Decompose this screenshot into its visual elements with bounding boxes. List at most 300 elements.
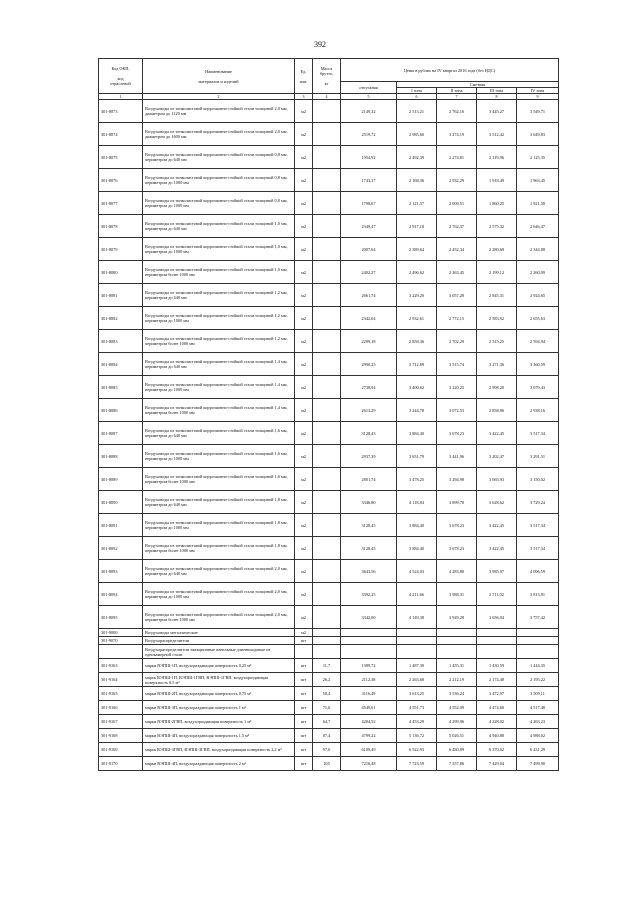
item-unit: м2: [295, 491, 313, 514]
item-code: 301-8093: [99, 560, 143, 583]
item-unit: м2: [295, 284, 313, 307]
table-row: [99, 330, 559, 353]
item-price: 2 932,61: [397, 307, 437, 330]
column-number: 2: [143, 94, 295, 100]
item-price: 3 649,83: [517, 123, 559, 146]
item-price: 4 096,59: [517, 560, 559, 583]
item-mass: [313, 353, 341, 376]
item-unit: м2: [295, 307, 313, 330]
item-price: 3 884,40: [397, 514, 437, 537]
item-price: 1 455,31: [437, 659, 477, 673]
item-mass: 64,7: [313, 715, 341, 729]
item-code: 301-9168: [99, 729, 143, 743]
item-price: 3 422,45: [477, 537, 517, 560]
item-mass: [313, 399, 341, 422]
item-price: 3 757,42: [517, 606, 559, 629]
item-unit: м2: [295, 537, 313, 560]
item-code: 301-8074: [99, 123, 143, 146]
item-price: 2 938,16: [517, 399, 559, 422]
table-row: [99, 659, 559, 673]
item-price: 3 072,53: [437, 399, 477, 422]
item-mass: 26,2: [313, 673, 341, 687]
table-row: [99, 757, 559, 771]
table-row: [99, 192, 559, 215]
item-price: 4 453,29: [397, 715, 437, 729]
item-price: 2 363,45: [437, 261, 477, 284]
empty-cell: [295, 645, 313, 659]
table-row: [99, 284, 559, 307]
item-price: 2990,25: [341, 353, 397, 376]
empty-cell: [517, 629, 559, 637]
item-price: 3392,25: [341, 583, 397, 606]
table-row: [99, 514, 559, 537]
table-row: [99, 307, 559, 330]
item-mass: [313, 468, 341, 491]
empty-cell: [477, 637, 517, 645]
item-price: 4 283,88: [437, 560, 477, 583]
item-price: 3 065,93: [477, 468, 517, 491]
item-price: 3 400,62: [397, 376, 437, 399]
item-price: 3128,45: [341, 537, 397, 560]
item-code: 301-9165: [99, 687, 143, 701]
item-code: 301-8075: [99, 146, 143, 169]
item-price: 3 291,31: [517, 445, 559, 468]
item-unit: м2: [295, 123, 313, 146]
column-number: 8: [477, 94, 517, 100]
empty-cell: [477, 645, 517, 659]
item-price: 3 651,79: [397, 445, 437, 468]
item-price: 1 918,49: [477, 169, 517, 192]
header-zones: Сметная: [397, 82, 559, 88]
table-row: [99, 629, 559, 637]
item-code: 301-9164: [99, 673, 143, 687]
item-price: 4 211,66: [397, 583, 437, 606]
item-price: 3346,80: [341, 491, 397, 514]
item-price: 5 136,72: [397, 729, 437, 743]
item-price: 2 389,64: [397, 238, 437, 261]
item-price: 3 628,62: [477, 491, 517, 514]
item-price: 3 202,47: [477, 445, 517, 468]
table-row: [99, 743, 559, 757]
empty-cell: [341, 645, 397, 659]
empty-cell: [437, 629, 477, 637]
item-price: 3 274,19: [437, 123, 477, 146]
item-code: 301-9166: [99, 701, 143, 715]
item-code: 301-8090: [99, 491, 143, 514]
column-number: 7: [437, 94, 477, 100]
item-price: 1 860,25: [477, 192, 517, 215]
empty-cell: [477, 629, 517, 637]
group-title: Воздухораспределители эжекционные панельные длинноходовые из однокамерной стали: [143, 645, 295, 659]
item-name: Воздуховоды из тонколистовой коррозионно-стойкой стали толщиной 1,0 мм, периметром до 640 мм: [143, 215, 295, 238]
item-unit: м2: [295, 445, 313, 468]
item-price: 2 932,29: [437, 169, 477, 192]
item-mass: [313, 192, 341, 215]
item-price: 2519,72: [341, 123, 397, 146]
item-mass: [313, 491, 341, 514]
item-unit: м2: [295, 606, 313, 629]
item-price: 1 921,58: [517, 192, 559, 215]
item-name: Воздуховоды из тонколистовой коррозионно-стойкой стали толщиной 2,0 мм, периметром более 1000 мм: [143, 606, 295, 629]
item-price: 3 244,78: [397, 399, 437, 422]
item-price: 3 271,36: [477, 353, 517, 376]
item-price: 4799,22: [341, 729, 397, 743]
item-unit: шт: [295, 637, 313, 645]
item-price: 2 260,09: [517, 261, 559, 284]
column-number: 4: [313, 94, 341, 100]
item-code: 301-8073: [99, 100, 143, 123]
table-row: [99, 729, 559, 743]
item-price: 2 168,36: [397, 169, 437, 192]
item-price: 2 513,21: [397, 100, 437, 123]
item-price: 1 487,39: [397, 659, 437, 673]
item-price: 2 274,81: [437, 146, 477, 169]
empty-cell: [397, 629, 437, 637]
item-price: 2 515,25: [477, 330, 517, 353]
table-row: [99, 673, 559, 687]
item-price: 4204,52: [341, 715, 397, 729]
empty-cell: [397, 645, 437, 659]
item-price: 2402,27: [341, 261, 397, 284]
item-unit: м2: [295, 514, 313, 537]
item-unit: м2: [295, 192, 313, 215]
column-number: 9: [517, 94, 559, 100]
item-price: 2 280,68: [477, 238, 517, 261]
item-name: Воздуховоды из тонколистовой коррозионно-стойкой стали толщиной 1,6 мм, периметром до 640 мм: [143, 422, 295, 445]
item-price: 4 263,23: [517, 715, 559, 729]
item-price: 3 678,23: [437, 514, 477, 537]
item-unit: шт: [295, 659, 313, 673]
item-mass: [313, 330, 341, 353]
item-price: 3 478,25: [397, 468, 437, 491]
item-unit: м2: [295, 261, 313, 284]
item-price: 2 858,96: [477, 399, 517, 422]
column-number: 1: [99, 94, 143, 100]
table-row: [99, 261, 559, 284]
item-unit: шт: [295, 729, 313, 743]
item-unit: шт: [295, 673, 313, 687]
item-price: 2 195,22: [517, 673, 559, 687]
column-number: 6: [397, 94, 437, 100]
table-row: [99, 399, 559, 422]
item-unit: м2: [295, 169, 313, 192]
item-price: 7 429,04: [477, 757, 517, 771]
header-unit: Ед. изм.: [295, 59, 313, 94]
item-price: 3 422,45: [477, 422, 517, 445]
item-name: Воздуховоды из тонколистовой коррозионно-стойкой стали толщиной 1,8 мм, периметром до 1000 мм: [143, 514, 295, 537]
empty-cell: [437, 637, 477, 645]
item-code: 301-9070: [99, 637, 143, 645]
empty-cell: [313, 645, 341, 659]
item-name: Воздуховоды из тонколистовой коррозионно-стойкой стали толщиной 1,8 мм, периметром более 1000 мм: [143, 537, 295, 560]
item-code: 301-8082: [99, 307, 143, 330]
item-price: 2801,74: [341, 468, 397, 491]
item-unit: шт: [295, 687, 313, 701]
item-price: 2112,38: [341, 673, 397, 687]
item-price: 2 121,57: [397, 192, 437, 215]
item-name: Воздуховоды из тонколистовой коррозионно-стойкой стали толщиной 1,4 мм, периметром более 1000 мм: [143, 399, 295, 422]
item-price: 2 496,62: [397, 261, 437, 284]
table-row: [99, 146, 559, 169]
item-name: марок ВЭПШ-3ГВП, ВЭПШ-3ГВП, воздухораздающая поверхность 2,2 м²: [143, 743, 295, 757]
item-code: 301-9169: [99, 743, 143, 757]
item-price: 4 299,96: [437, 715, 477, 729]
item-code: 301-9170: [99, 757, 143, 771]
empty-cell: [517, 645, 559, 659]
item-price: 2 858,36: [397, 330, 437, 353]
item-code: 301-8077: [99, 192, 143, 215]
item-price: 3 445,27: [477, 100, 517, 123]
item-price: 3 517,34: [517, 514, 559, 537]
item-price: 4 149,38: [397, 606, 437, 629]
item-price: 3643,56: [341, 560, 397, 583]
item-unit: м2: [295, 629, 313, 637]
item-name: Воздуховоды из тонколистовой коррозионно-стойкой стали толщиной 1,0 мм, периметром более 1000 мм: [143, 261, 295, 284]
item-name: марки ВЭПШ-3П, воздухораздающая поверхность 1 м²: [143, 701, 295, 715]
empty-cell: [99, 645, 143, 659]
empty-cell: [437, 645, 477, 659]
item-price: 4 228,02: [477, 715, 517, 729]
item-price: 2 762,16: [437, 100, 477, 123]
item-price: 2 125,35: [517, 146, 559, 169]
item-price: 2 344,88: [517, 238, 559, 261]
item-price: 2 199,12: [477, 261, 517, 284]
table-row: [99, 169, 559, 192]
item-price: 2 655,63: [517, 307, 559, 330]
item-price: 3 229,20: [397, 284, 437, 307]
item-price: 2349,47: [341, 215, 397, 238]
item-mass: [313, 583, 341, 606]
item-price: 2613,29: [341, 399, 397, 422]
item-price: 3 509,11: [517, 687, 559, 701]
empty-cell: [341, 637, 397, 645]
item-unit: шт: [295, 743, 313, 757]
item-name: Воздуховоды из тонколистовой коррозионно-стойкой стали толщиной 1,2 мм, периметром более 1000 мм: [143, 330, 295, 353]
item-name: марки ВЭПШ-1П, воздухораздающая поверхность 0,25 м²: [143, 659, 295, 673]
item-unit: м2: [295, 583, 313, 606]
item-name: Воздуховоды из тонколистовой коррозионно-стойкой стали толщиной 0,8 мм, периметром до 1000 мм: [143, 192, 295, 215]
item-price: 4 524,03: [397, 560, 437, 583]
item-code: 301-8083: [99, 330, 143, 353]
price-table: [98, 58, 559, 771]
table-row: [99, 560, 559, 583]
item-code: 301-9000: [99, 629, 143, 637]
column-number: 5: [341, 94, 397, 100]
item-price: 2299,18: [341, 330, 397, 353]
item-name: Воздуховоды из тонколистовой коррозионно-стойкой стали толщиной 1,2 мм, периметром до 1000 мм: [143, 307, 295, 330]
item-price: 3 057,28: [437, 284, 477, 307]
table-row: [99, 583, 559, 606]
item-price: 3 678,23: [437, 537, 477, 560]
header-wholesale: отпускная: [341, 82, 397, 94]
group-title-row: [99, 645, 559, 659]
item-mass: 87,4: [313, 729, 341, 743]
item-name: марки ВЭПШ-4П, воздухораздающая поверхность 2 м²: [143, 757, 295, 771]
empty-cell: [397, 637, 437, 645]
item-price: 2 917,18: [397, 215, 437, 238]
item-name: Воздухораспределители: [143, 637, 295, 645]
item-name: Воздуховоды из тонколистовой коррозионно-стойкой стали толщиной 1,0 мм, периметром до 1000 мм: [143, 238, 295, 261]
item-price: 3 150,02: [517, 468, 559, 491]
item-price: 3 512,42: [477, 123, 517, 146]
item-price: 3 711,02: [477, 583, 517, 606]
item-price: 1798,67: [341, 192, 397, 215]
item-name: Воздуховоды из тонколистовой коррозионно-стойкой стали толщиной 2,0 мм, периметром до 640 мм: [143, 560, 295, 583]
item-code: 301-8095: [99, 606, 143, 629]
item-unit: м2: [295, 146, 313, 169]
item-mass: [313, 215, 341, 238]
item-unit: шт: [295, 701, 313, 715]
item-name: марки ВЭПШ-2ГВП, воздухораздающая поверхность 1 м²: [143, 715, 295, 729]
item-price: 3 899,78: [437, 491, 477, 514]
item-code: 301-8092: [99, 537, 143, 560]
item-unit: м2: [295, 376, 313, 399]
item-code: 301-8084: [99, 353, 143, 376]
header-zone-1: I зона: [397, 88, 437, 94]
item-price: 3 515,74: [437, 353, 477, 376]
item-code: 301-8087: [99, 422, 143, 445]
item-price: 4 552,09: [437, 701, 477, 715]
item-price: 1389,72: [341, 659, 397, 673]
item-price: 1 444,35: [517, 659, 559, 673]
table-row: [99, 468, 559, 491]
item-price: 6 370,02: [477, 743, 517, 757]
item-price: 1 430,59: [477, 659, 517, 673]
item-price: 3 988,31: [437, 583, 477, 606]
item-price: 4 517,48: [517, 701, 559, 715]
item-price: 2 772,15: [437, 307, 477, 330]
item-price: 3128,45: [341, 514, 397, 537]
item-name: Воздуховоды металлические: [143, 629, 295, 637]
item-price: 3 517,34: [517, 537, 559, 560]
item-mass: [313, 606, 341, 629]
item-price: 2661,74: [341, 284, 397, 307]
item-price: 2 594,94: [517, 330, 559, 353]
item-price: 3 536,24: [437, 687, 477, 701]
item-price: 4 118,84: [397, 491, 437, 514]
item-mass: [313, 422, 341, 445]
item-price: 2 119,96: [477, 146, 517, 169]
item-code: 301-8085: [99, 376, 143, 399]
empty-cell: [341, 629, 397, 637]
item-code: 301-9163: [99, 659, 143, 673]
item-price: 2 646,47: [517, 215, 559, 238]
item-price: 2 492,39: [397, 146, 437, 169]
item-price: 3 729,24: [517, 491, 559, 514]
item-mass: [313, 514, 341, 537]
item-price: 2 174,48: [477, 673, 517, 687]
item-price: 4 940,88: [477, 729, 517, 743]
item-name: марок ВЭПШ-1П, ВЭПШ-1ГВП, ВЭПШ-1ГВП, воздухораздающая поверхность 0,5 м²: [143, 673, 295, 687]
item-price: 6109,49: [341, 743, 397, 757]
item-name: Воздуховоды из тонколистовой коррозионно-стойкой стали толщиной 2,0 мм, диаметром до 1600 мм: [143, 123, 295, 146]
item-price: 1954,92: [341, 146, 397, 169]
item-price: 7 723,59: [397, 757, 437, 771]
item-name: Воздуховоды из тонколистовой коррозионно-стойкой стали толщиной 1,2 мм, периметром до 640 мм: [143, 284, 295, 307]
item-price: 2 845,31: [477, 284, 517, 307]
item-price: 7 557,86: [437, 757, 477, 771]
item-unit: м2: [295, 330, 313, 353]
table-row: [99, 123, 559, 146]
item-price: 7216,48: [341, 757, 397, 771]
header-zone-3: III зона: [477, 88, 517, 94]
table-row: [99, 215, 559, 238]
table-row: [99, 100, 559, 123]
item-price: 2 583,92: [477, 307, 517, 330]
item-price: 2149,32: [341, 100, 397, 123]
item-price: 1 963,45: [517, 169, 559, 192]
item-code: 301-9167: [99, 715, 143, 729]
item-mass: 97,6: [313, 743, 341, 757]
item-price: 3 613,25: [397, 687, 437, 701]
item-price: 3 985,97: [477, 560, 517, 583]
item-mass: [313, 100, 341, 123]
table-row: [99, 445, 559, 468]
item-mass: 11,7: [313, 659, 341, 673]
item-price: 4549,61: [341, 701, 397, 715]
item-price: 3 884,40: [397, 422, 437, 445]
item-mass: [313, 146, 341, 169]
item-code: 301-8080: [99, 261, 143, 284]
item-name: Воздуховоды из тонколистовой коррозионно-стойкой стали толщиной 2,0 мм, периметром до 1000 мм: [143, 583, 295, 606]
item-price: 3 472,97: [477, 687, 517, 701]
empty-cell: [313, 629, 341, 637]
item-name: Воздуховоды из тонколистовой коррозионно-стойкой стали толщиной 1,6 мм, периметром до 1000 мм: [143, 445, 295, 468]
item-code: 301-8079: [99, 238, 143, 261]
item-code: 301-8088: [99, 445, 143, 468]
item-price: 3 678,23: [437, 422, 477, 445]
item-price: 6 480,89: [437, 743, 477, 757]
table-row: [99, 238, 559, 261]
table-row: [99, 701, 559, 715]
item-unit: м2: [295, 560, 313, 583]
item-price: 2 985,60: [397, 123, 437, 146]
table-row: [99, 422, 559, 445]
item-name: марки ВЭПШ-2П, воздухораздающая поверхность 0,75 м²: [143, 687, 295, 701]
item-name: Воздуховоды из тонколистовой коррозионно-стойкой стали толщиной 1,4 мм, периметром до 640 мм: [143, 353, 295, 376]
item-price: 3 294,98: [437, 468, 477, 491]
item-price: 2 263,68: [397, 673, 437, 687]
item-mass: [313, 123, 341, 146]
table-row: [99, 376, 559, 399]
item-price: 3 422,45: [477, 514, 517, 537]
table-row: [99, 491, 559, 514]
item-price: 6 522,93: [397, 743, 437, 757]
item-price: 3 079,43: [517, 376, 559, 399]
table-row: [99, 606, 559, 629]
item-price: 2 998,20: [477, 376, 517, 399]
item-name: Воздуховоды из тонколистовой коррозионно-стойкой стали толщиной 1,6 мм, периметром более 1000 мм: [143, 468, 295, 491]
item-code: 301-8086: [99, 399, 143, 422]
table-row: [99, 537, 559, 560]
item-unit: шт: [295, 715, 313, 729]
table-row: [99, 715, 559, 729]
header-name: Наименование материалов и изделий: [143, 59, 295, 94]
item-price: 3 929,28: [437, 606, 477, 629]
header-code: Код ОКП, код отраслевой: [99, 59, 143, 94]
item-price: 3128,43: [341, 422, 397, 445]
item-price: 4 988,02: [517, 729, 559, 743]
item-price: 3 813,91: [517, 583, 559, 606]
item-price: 6 431,29: [517, 743, 559, 757]
item-name: Воздуховоды из тонколистовой коррозионно-стойкой стали толщиной 1,4 мм, периметром до 1000 мм: [143, 376, 295, 399]
item-mass: 50,4: [313, 687, 341, 701]
item-price: 2 452,34: [437, 238, 477, 261]
item-price: 2 575,32: [477, 215, 517, 238]
item-price: 2007,64: [341, 238, 397, 261]
item-price: 3342,00: [341, 606, 397, 629]
item-price: 2342,04: [341, 307, 397, 330]
